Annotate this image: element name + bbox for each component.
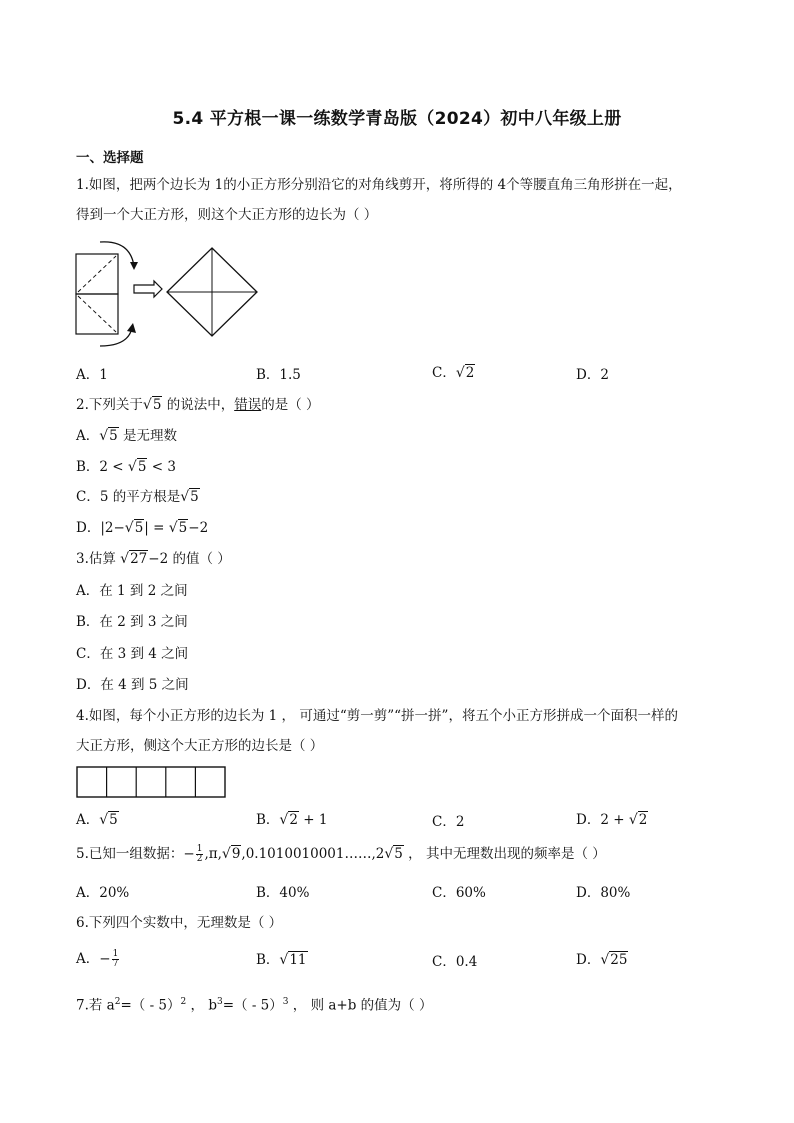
q3-option-a: A．在 1 到 2 之间	[76, 583, 188, 599]
curved-arrow-bottom	[100, 328, 132, 346]
q4-stem-line1: 4.如图，每个小正方形的边长为 1 ， 可通过“剪一剪”“拼一拼”，将五个小正方形拼成一个面积一样的	[76, 708, 678, 724]
q6-option-d: D．√25	[576, 952, 628, 968]
q4-option-d: D．2 + √2	[576, 812, 648, 828]
q3-option-d: D．在 4 到 5 之间	[76, 677, 189, 693]
q1-option-a: A．1	[76, 367, 108, 383]
q1-option-c: C．√2	[432, 365, 475, 381]
q6-option-c: C．0.4	[432, 954, 478, 970]
section-heading: 一、选择题	[76, 150, 144, 166]
q2-stem: 2.下列关于√5 的说法中，错误的是（ ）	[76, 397, 320, 413]
q6-option-b: B．√11	[256, 952, 307, 968]
q4-option-a: A．√5	[76, 812, 118, 828]
q6-stem: 6.下列四个实数中，无理数是（ ）	[76, 915, 283, 931]
q2-option-d: D．|2−√5| = √5−2	[76, 520, 209, 536]
q2-option-c: C．5 的平方根是√5	[76, 489, 199, 505]
page-title: 5.4 平方根一课一练数学青岛版（2024）初中八年级上册	[172, 109, 622, 129]
q5-option-b: B．40%	[256, 885, 310, 901]
q3-stem: 3.估算 √27−2 的值（ ）	[76, 551, 231, 567]
q4-option-b: B．√2 + 1	[256, 812, 328, 828]
q5-option-d: D．80%	[576, 885, 631, 901]
diagonal-bottom	[78, 296, 116, 332]
q1-stem-line2: 得到一个大正方形，则这个大正方形的边长为（ ）	[76, 207, 378, 223]
q2-option-b: B．2 < √5 < 3	[76, 459, 176, 475]
hollow-arrow	[134, 281, 162, 297]
q2-option-a: A．√5 是无理数	[76, 428, 178, 444]
q3-option-c: C．在 3 到 4 之间	[76, 646, 189, 662]
q4-option-c: C．2	[432, 814, 465, 830]
small-square-bottom	[76, 294, 118, 334]
q1-option-d: D．2	[576, 367, 609, 383]
q1-stem-line1: 1.如图，把两个边长为 1的小正方形分别沿它的对角线剪开，将所得的 4个等腰直角三角形拼在一起，	[76, 177, 682, 193]
diagonal-top	[78, 256, 116, 292]
q6-option-a: A．− $\frac{1}{7}$	[76, 949, 119, 969]
q1-option-b: B．1.5	[256, 367, 301, 383]
q4-figure-five-squares	[76, 766, 228, 800]
q3-option-b: B．在 2 到 3 之间	[76, 614, 188, 630]
q5-option-c: C．60%	[432, 885, 486, 901]
q1-figure	[70, 236, 270, 356]
q7-stem: 7.若 $a^2=( - 5)^2$ ， $b^3=( - 5)^3$ ， 则 a+b 的值为（ ）	[76, 997, 433, 1014]
q4-stem-line2: 大正方形，侧这个大正方形的边长是（ ）	[76, 738, 324, 754]
q5-option-a: A．20%	[76, 885, 130, 901]
small-square-top	[76, 254, 118, 294]
q5-stem: 5.已知一组数据：− $\frac{1}{2}$ ,π,√9,0.1010010001……,2√5 ， 其中无理数出现的频率是（ ）	[76, 844, 606, 864]
